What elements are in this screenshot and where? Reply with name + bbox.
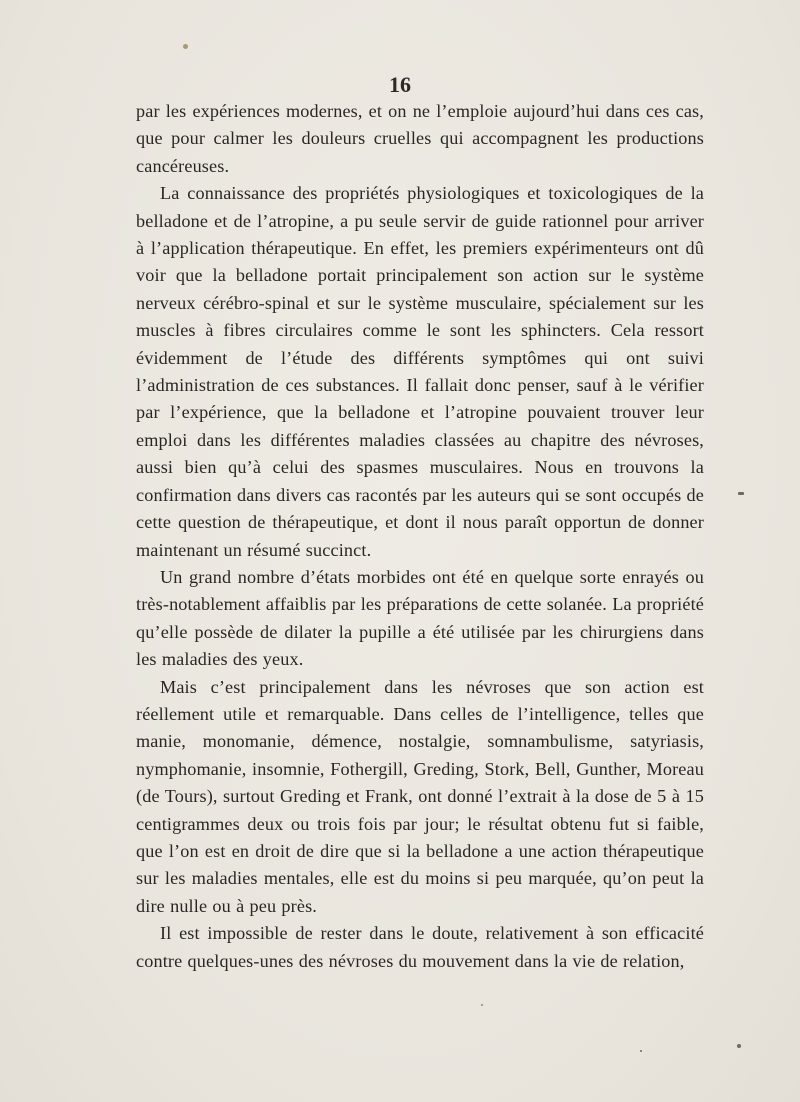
paper-speck (481, 1004, 483, 1006)
paragraph-4: Mais c’est principalement dans les névroses que son action est réellement utile et remarquable. Dans celles de l’intelligence, telles que manie, monomanie, démence, nostalgie, somnambulisme, satyriasis, nymphomanie, insomnie, Fothergill, Greding, Stork, Bell, Gunther, Moreau (de Tours), surtout Greding et Frank, ont donné l’extrait à la dose de 5 à 15 centigrammes deux ou trois fois par jour; le résultat obtenu fut si faible, que l’on est en droit de dire que si la belladone a une action thérapeutique sur les maladies mentales, elle est du moins si peu marquée, qu’on peut la dire nulle ou à peu près. (136, 676, 704, 916)
paper-speck (640, 1050, 642, 1052)
paper-speck (183, 44, 188, 49)
paper-speck (737, 1044, 741, 1048)
paper-speck (738, 492, 744, 495)
paragraph-3: Un grand nombre d’états morbides ont été en quelque sorte enrayés ou très-notablement affaiblis par les préparations de cette solanée. La propriété qu’elle possède de dilater la pupille a été utilisée par les chirurgiens dans les maladies des yeux. (136, 566, 704, 670)
body-text (136, 98, 704, 975)
paragraph-2: La connaissance des propriétés physiologiques et toxicologiques de la belladone et de l’atropine, a pu seule servir de guide rationnel pour arriver à l’application thérapeutique. En effet, les premiers expérimenteurs ont dû voir que la belladone portait principalement son action sur le système nerveux cérébro-spinal et sur le système musculaire, spécialement sur les muscles à fibres circulaires comme le sont les sphincters. Cela ressort évidemment de l’étude des différents symptômes qui ont suivi l’administration de ces substances. Il fallait donc penser, sauf à le vérifier par l’expérience, que la belladone et l’atropine pouvaient trouver leur emploi dans les différentes maladies classées au chapitre des névroses, aussi bien qu’à celui des spasmes musculaires. Nous en trouvons la confirmation dans divers cas racontés par les auteurs qui se sont occupés de cette question de thérapeutique, et dont il nous paraît opportun de donner maintenant un résumé succinct. (136, 183, 704, 560)
page-number: 16 (389, 72, 411, 97)
paragraph-5: Il est impossible de rester dans le doute, relativement à son efficacité contre quelques-unes des névroses du mouvement dans la vie de relation, (136, 923, 704, 971)
paragraph-1: par les expériences modernes, et on ne l’emploie aujourd’hui dans ces cas, que pour calmer les douleurs cruelles qui accompagnent les productions cancéreuses. (136, 101, 704, 176)
